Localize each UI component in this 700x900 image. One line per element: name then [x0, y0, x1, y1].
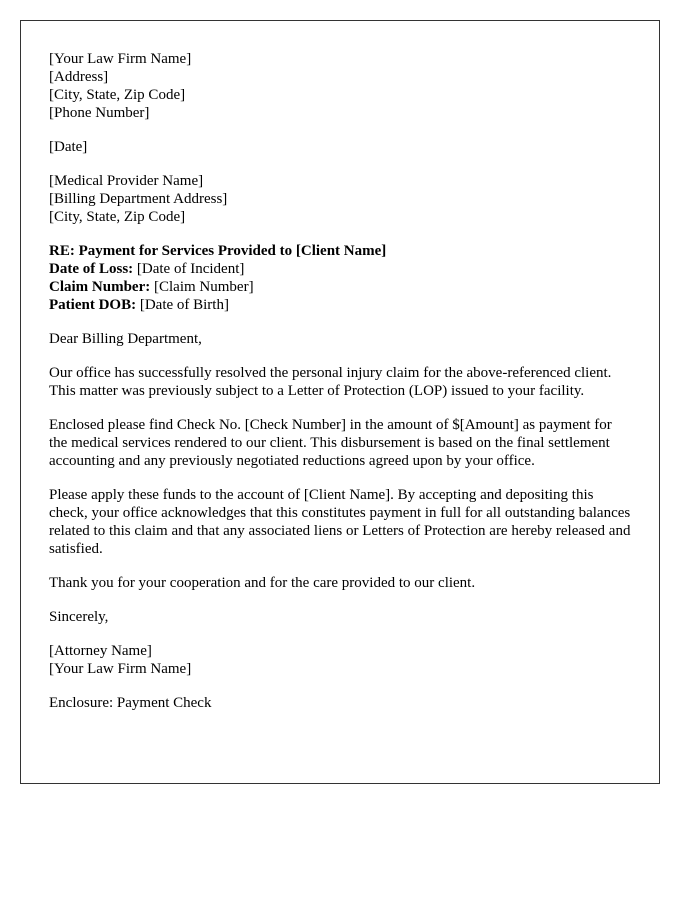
re-line: [49, 242, 631, 260]
re-line-text: RE: Payment for Services Provided to [Client Name]: [49, 243, 387, 259]
closing: Sincerely,: [49, 609, 109, 625]
enclosure-block: [49, 694, 631, 712]
claim-number-line: [49, 278, 631, 296]
signature-attorney-name: [Attorney Name]: [49, 643, 152, 659]
date-block: [49, 138, 631, 156]
sender-city-state-zip: [City, State, Zip Code]: [49, 87, 186, 103]
body-paragraph-2: Enclosed please find Check No. [Check Number] in the amount of $[Amount] as payment for the medical services rendered to our client. This disbursement is based on the final settlement accounting and any previously negotiated reductions agreed upon by your office.: [49, 417, 612, 469]
letter-date: [Date]: [49, 139, 88, 155]
body-paragraph-4: Thank you for your cooperation and for the care provided to our client.: [49, 575, 476, 591]
sender-block: [49, 50, 631, 122]
signature-firm-name: [Your Law Firm Name]: [49, 661, 192, 677]
signature-block: [49, 642, 631, 678]
date-of-loss-value: [Date of Incident]: [136, 261, 245, 277]
reference-block: [49, 242, 631, 314]
letter-page: [20, 20, 660, 784]
claim-number-value: [Claim Number]: [154, 279, 254, 295]
date-of-loss-label: Date of Loss:: [49, 261, 134, 277]
body-paragraph-3: Please apply these funds to the account of [Client Name]. By accepting and depositing this check, your office acknowledges that this constitutes payment in full for all outstanding balances related to this claim and that any associated liens or Letters of Protection are hereby released and satisfied.: [49, 487, 631, 557]
recipient-city-state-zip: [City, State, Zip Code]: [49, 209, 186, 225]
body-paragraph-1: Our office has successfully resolved the personal injury claim for the above-referenced client. This matter was previously subject to a Letter of Protection (LOP) issued to your facility.: [49, 365, 612, 399]
salutation: Dear Billing Department,: [49, 331, 202, 347]
patient-dob-line: [49, 296, 631, 314]
patient-dob-label: Patient DOB:: [49, 297, 137, 313]
sender-phone: [Phone Number]: [49, 105, 150, 121]
sender-address: [Address]: [49, 69, 109, 85]
patient-dob-value: [Date of Birth]: [139, 297, 229, 313]
recipient-provider-name: [Medical Provider Name]: [49, 173, 204, 189]
enclosure-line: Enclosure: Payment Check: [49, 695, 212, 711]
recipient-billing-address: [Billing Department Address]: [49, 191, 228, 207]
sender-firm-name: [Your Law Firm Name]: [49, 51, 192, 67]
recipient-block: [49, 172, 631, 226]
date-of-loss-line: [49, 260, 631, 278]
claim-number-label: Claim Number:: [49, 279, 151, 295]
